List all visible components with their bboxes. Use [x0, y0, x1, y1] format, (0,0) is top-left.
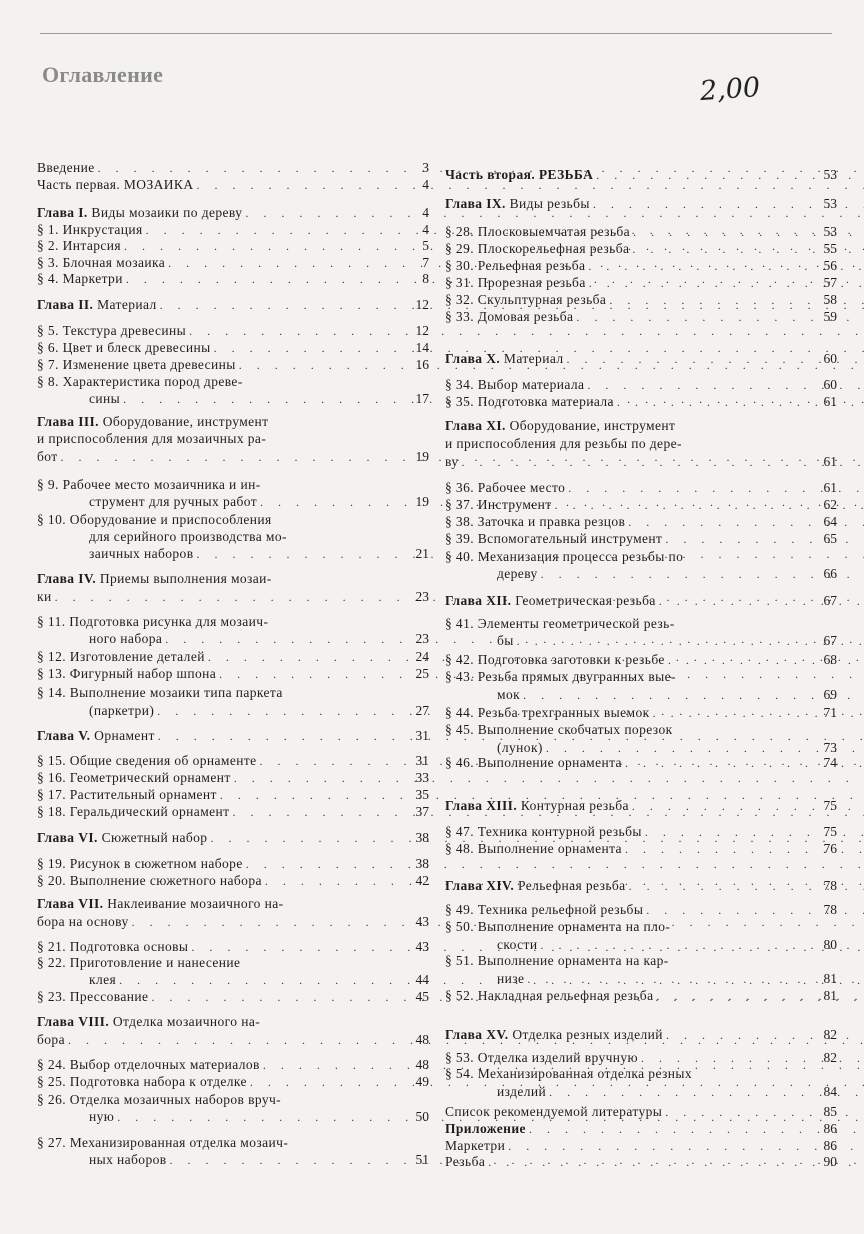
toc-page-number: 55 — [823, 241, 837, 256]
toc-page-number: 71 — [823, 705, 837, 720]
toc-entry-label: Часть первая. МОЗАИКА — [37, 177, 194, 192]
toc-entry — [445, 1084, 837, 1100]
toc-entry-label: § 36. Рабочее место — [445, 480, 566, 495]
toc-entry — [445, 633, 837, 649]
toc-entry — [445, 988, 837, 1004]
toc-entry-label: ки — [37, 589, 52, 604]
toc-page-number: 48 — [415, 1057, 429, 1072]
toc-entry-label: бы — [497, 633, 514, 648]
toc-entry — [445, 841, 837, 857]
toc-entry — [445, 167, 837, 183]
toc-entry — [445, 1121, 837, 1137]
toc-page-number: 60 — [823, 377, 837, 392]
toc-entry-label: § 20. Выполнение сюжетного набора — [37, 873, 262, 888]
toc-chapter-entry — [37, 1014, 429, 1030]
toc-entry — [445, 566, 837, 582]
toc-entry-label: Глава III. Оборудование, инструмент — [37, 414, 269, 429]
toc-entry — [445, 394, 837, 410]
toc-entry-label: § 39. Вспомогательный инструмент — [445, 531, 663, 546]
toc-chapter-entry — [37, 297, 429, 313]
toc-page-number: 56 — [823, 258, 837, 273]
toc-entry — [445, 1050, 837, 1066]
toc-entry — [37, 391, 429, 407]
toc-chapter-entry — [445, 593, 837, 609]
toc-entry — [445, 1104, 837, 1120]
toc-page-number: 80 — [823, 937, 837, 952]
toc-entry — [37, 238, 429, 254]
toc-page-number: 19 — [415, 494, 429, 509]
toc-entry-label: Список рекомендуемой литературы — [445, 1104, 663, 1119]
toc-entry-label: § 15. Общие сведения об орнаменте — [37, 753, 257, 768]
toc-page-number: 48 — [415, 1032, 429, 1047]
toc-entry-label: § 22. Приготовление и нанесение — [37, 955, 241, 970]
toc-entry — [37, 177, 429, 193]
toc-page-number: 49 — [415, 1074, 429, 1089]
toc-chapter-entry — [37, 728, 429, 744]
toc-page-number: 25 — [415, 666, 429, 681]
toc-entry-label: скости — [497, 937, 538, 952]
toc-entry-label: мок — [497, 687, 521, 702]
toc-entry — [37, 955, 429, 971]
toc-entry — [445, 224, 837, 240]
toc-page-number: 65 — [823, 531, 837, 546]
toc-page-number: 24 — [415, 649, 429, 664]
toc-entry — [37, 939, 429, 955]
toc-page-number: 68 — [823, 652, 837, 667]
toc-page-number: 67 — [823, 593, 837, 608]
toc-entry-label: § 49. Техника рельефной резьбы — [445, 902, 644, 917]
toc-entry-label: низе — [497, 971, 525, 986]
toc-entry-label: § 10. Оборудование и приспособления — [37, 512, 272, 527]
dot-leader — [246, 856, 864, 872]
toc-entry-label: § 53. Отделка изделий вручную — [445, 1050, 639, 1065]
top-rule — [40, 33, 832, 34]
toc-entry — [445, 902, 837, 918]
toc-entry-label: § 12. Изготовление деталей — [37, 649, 205, 664]
toc-entry-label: Глава V. Орнамент — [37, 728, 155, 743]
toc-entry — [37, 512, 429, 528]
toc-page-number: 85 — [823, 1104, 837, 1119]
toc-entry — [445, 652, 837, 668]
toc-entry-label: Глава VIII. Отделка мозаичного на- — [37, 1014, 261, 1029]
toc-entry-label: Резьба — [445, 1154, 486, 1169]
toc-page-number: 38 — [415, 830, 429, 845]
toc-page-number: 33 — [415, 770, 429, 785]
toc-page-number: 81 — [823, 988, 837, 1003]
toc-entry-label: § 41. Элементы геометрической резь- — [445, 616, 675, 631]
toc-entry — [37, 494, 429, 510]
toc-entry-label: Маркетри — [445, 1138, 506, 1153]
toc-entry-label: § 46. Выполнение орнамента — [445, 755, 622, 770]
toc-entry-label: § 50. Выполнение орнамента на пло- — [445, 919, 671, 934]
toc-entry-label: § 52. Накладная рельефная резьба — [445, 988, 654, 1003]
toc-page-number: 8 — [422, 271, 429, 286]
toc-entry — [445, 1066, 837, 1082]
toc-entry-label: § 1. Инкрустация — [37, 222, 143, 237]
toc-page-number: 73 — [823, 740, 837, 755]
toc-entry-label: Глава XII. Геометрическая резьба — [445, 593, 656, 608]
toc-entry-label: § 24. Выбор отделочных материалов — [37, 1057, 260, 1072]
toc-chapter-entry — [445, 1027, 837, 1043]
toc-entry-label: § 45. Выполнение скобчатых порезок — [445, 722, 673, 737]
toc-entry-label: § 23. Прессование — [37, 989, 149, 1004]
toc-chapter-entry — [37, 571, 429, 587]
toc-entry-label: дереву — [497, 566, 538, 581]
toc-entry-label: § 5. Текстура древесины — [37, 323, 187, 338]
toc-entry — [37, 477, 429, 493]
toc-entry — [445, 1154, 837, 1170]
toc-page-number: 17 — [415, 391, 429, 406]
toc-entry — [445, 377, 837, 393]
toc-entry-label: § 17. Растительный орнамент — [37, 787, 217, 802]
toc-entry-label: ных наборов — [89, 1152, 167, 1167]
toc-entry-label: Часть вторая. РЕЗЬБА — [445, 167, 594, 182]
toc-page-number: 12 — [415, 297, 429, 312]
toc-entry — [37, 804, 429, 820]
dot-leader — [527, 971, 864, 987]
toc-entry — [37, 1074, 429, 1090]
toc-entry-label: § 32. Скульптурная резьба — [445, 292, 607, 307]
toc-entry — [445, 275, 837, 291]
toc-entry-label: Глава I. Виды мозаики по дереву — [37, 205, 243, 220]
toc-entry — [37, 357, 429, 373]
toc-page-number: 12 — [415, 323, 429, 338]
toc-page-number: 84 — [823, 1084, 837, 1099]
toc-entry-label: Глава IV. Приемы выполнения мозаи- — [37, 571, 272, 586]
toc-chapter-entry — [37, 830, 429, 846]
toc-page-number: 78 — [823, 878, 837, 893]
toc-page-number: 23 — [415, 631, 429, 646]
toc-entry — [445, 755, 837, 771]
toc-entry — [445, 919, 837, 935]
toc-entry — [445, 549, 837, 565]
toc-entry — [37, 449, 429, 465]
dot-leader — [234, 770, 864, 786]
toc-entry-label: § 43. Резьба прямых двугранных вые- — [445, 669, 676, 684]
handwritten-note: 2,00 — [698, 71, 762, 108]
toc-entry-label: Глава XI. Оборудование, инструмент — [445, 418, 676, 433]
toc-page-number: 45 — [415, 989, 429, 1004]
toc-page-number: 7 — [422, 255, 429, 270]
toc-page-number: 86 — [823, 1121, 837, 1136]
toc-entry-label: изделий — [497, 1084, 547, 1099]
toc-entry — [37, 160, 429, 176]
toc-entry-label: § 29. Плоскорельефная резьба — [445, 241, 630, 256]
toc-page-number: 58 — [823, 292, 837, 307]
toc-page-number: 43 — [415, 939, 429, 954]
toc-page-number: 62 — [823, 497, 837, 512]
toc-page-number: 69 — [823, 687, 837, 702]
toc-chapter-entry — [37, 205, 429, 221]
toc-page-number: 90 — [823, 1154, 837, 1169]
toc-entry-label: Глава II. Материал — [37, 297, 157, 312]
toc-entry-label: § 51. Выполнение орнамента на кар- — [445, 953, 669, 968]
toc-entry — [37, 989, 429, 1005]
toc-entry-label: § 28. Плосковыемчатая резьба — [445, 224, 631, 239]
toc-entry — [445, 241, 837, 257]
toc-entry-label: § 27. Механизированная отделка мозаич- — [37, 1135, 289, 1150]
toc-page-number: 31 — [415, 728, 429, 743]
toc-entry — [445, 309, 837, 325]
toc-page-number: 14 — [415, 340, 429, 355]
toc-entry — [445, 258, 837, 274]
dot-leader — [541, 566, 864, 582]
page-title: Оглавление — [42, 62, 164, 87]
toc-entry — [445, 480, 837, 496]
toc-entry-label: бора — [37, 1032, 65, 1047]
toc-page-number: 75 — [823, 824, 837, 839]
dot-leader — [517, 633, 864, 649]
toc-page-number: 64 — [823, 514, 837, 529]
toc-entry — [445, 705, 837, 721]
toc-page-number: 76 — [823, 841, 837, 856]
toc-entry-label: § 3. Блочная мозаика — [37, 255, 166, 270]
toc-entry-label: § 38. Заточка и правка резцов — [445, 514, 626, 529]
toc-entry — [37, 972, 429, 988]
toc-entry — [445, 937, 837, 953]
toc-entry-label: ного набора — [89, 631, 163, 646]
toc-entry-label: бот — [37, 449, 58, 464]
toc-page-number: 35 — [415, 787, 429, 802]
toc-entry-label: § 37. Инструмент — [445, 497, 552, 512]
toc-entry-label: § 25. Подготовка набора к отделке — [37, 1074, 247, 1089]
toc-chapter-entry — [37, 414, 429, 430]
toc-page-number: 21 — [415, 546, 429, 561]
toc-page-number: 5 — [422, 238, 429, 253]
toc-entry-label: § 4. Маркетри — [37, 271, 123, 286]
toc-chapter-entry — [445, 196, 837, 212]
toc-page-number: 61 — [823, 480, 837, 495]
toc-entry-label: Глава XV. Отделка резных изделий — [445, 1027, 663, 1042]
toc-entry — [37, 589, 429, 605]
toc-entry — [445, 454, 837, 470]
toc-entry-label: § 35. Подготовка материала — [445, 394, 614, 409]
toc-page-number: 74 — [823, 755, 837, 770]
toc-entry — [37, 787, 429, 803]
toc-entry — [37, 914, 429, 930]
toc-entry-label: § 14. Выполнение мозаики типа паркета — [37, 685, 283, 700]
toc-page-number: 53 — [823, 196, 837, 211]
toc-entry — [445, 497, 837, 513]
toc-entry-label: § 42. Подготовка заготовки к резьбе — [445, 652, 665, 667]
toc-entry-label: § 44. Резьба трехгранных выемок — [445, 705, 650, 720]
toc-entry-label: § 16. Геометрический орнамент — [37, 770, 231, 785]
toc-entry-label: § 54. Механизированная отделка резных — [445, 1066, 692, 1081]
toc-entry-label: Приложение — [445, 1121, 526, 1136]
dot-leader — [488, 1154, 864, 1170]
toc-entry — [445, 953, 837, 969]
toc-entry — [37, 222, 429, 238]
toc-entry-label: (паркетри) — [89, 703, 155, 718]
toc-entry — [445, 531, 837, 547]
toc-entry-label: § 19. Рисунок в сюжетном наборе — [37, 856, 243, 871]
toc-page-number: 60 — [823, 351, 837, 366]
toc-entry-label: § 26. Отделка мозаичных наборов вруч- — [37, 1092, 282, 1107]
toc-page-number: 53 — [823, 167, 837, 182]
toc-entry-label: (лунок) — [497, 740, 543, 755]
toc-page-number: 67 — [823, 633, 837, 648]
toc-entry-label: § 33. Домовая резьба — [445, 309, 574, 324]
toc-page-number: 44 — [415, 972, 429, 987]
toc-page-number: 43 — [415, 914, 429, 929]
dot-leader — [508, 1138, 864, 1154]
toc-page-number: 23 — [415, 589, 429, 604]
dot-leader — [461, 454, 864, 470]
toc-entry — [37, 1109, 429, 1125]
toc-entry — [445, 292, 837, 308]
toc-page-number: 31 — [415, 753, 429, 768]
toc-entry-label: Глава X. Материал — [445, 351, 564, 366]
toc-entry — [37, 1135, 429, 1151]
toc-entry — [37, 649, 429, 665]
toc-page-number: 4 — [422, 222, 429, 237]
toc-page-number: 42 — [415, 873, 429, 888]
toc-entry-label: § 40. Механизация процесса резьбы по — [445, 549, 684, 564]
dot-leader — [529, 1121, 864, 1137]
toc-page-number: 86 — [823, 1138, 837, 1153]
toc-chapter-entry — [445, 798, 837, 814]
toc-entry-label: клея — [89, 972, 117, 987]
toc-entry-label: § 8. Характеристика пород древе- — [37, 374, 243, 389]
toc-page-number: 4 — [422, 205, 429, 220]
toc-page-number: 61 — [823, 454, 837, 469]
toc-entry-label: Глава VII. Наклеивание мозаичного на- — [37, 896, 284, 911]
dot-leader — [540, 937, 864, 953]
toc-page-number: 51 — [415, 1152, 429, 1167]
toc-entry — [445, 740, 837, 756]
toc-entry — [37, 1152, 429, 1168]
toc-entry-label: струмент для ручных работ — [89, 494, 258, 509]
toc-entry-label: § 48. Выполнение орнамента — [445, 841, 622, 856]
toc-page-number: 59 — [823, 309, 837, 324]
toc-entry — [37, 753, 429, 769]
toc-entry — [37, 271, 429, 287]
toc-page-number: 82 — [823, 1050, 837, 1065]
toc-entry — [37, 1092, 429, 1108]
toc-entry-label: § 30. Рельефная резьба — [445, 258, 586, 273]
toc-entry — [37, 323, 429, 339]
toc-entry — [37, 255, 429, 271]
toc-entry-label: сины — [89, 391, 121, 406]
toc-page-number: 3 — [422, 160, 429, 175]
toc-entry-label: § 34. Выбор материала — [445, 377, 585, 392]
toc-entry-label: и приспособления для мозаичных ра- — [37, 431, 267, 446]
toc-entry — [37, 631, 429, 647]
toc-entry — [37, 614, 429, 630]
toc-entry-label: § 9. Рабочее место мозаичника и ин- — [37, 477, 261, 492]
toc-entry — [445, 616, 837, 632]
toc-entry-label: § 47. Техника контурной резьбы — [445, 824, 642, 839]
toc-page-number: 66 — [823, 566, 837, 581]
toc-page-number: 37 — [415, 804, 429, 819]
toc-entry-label: § 7. Изменение цвета древесины — [37, 357, 236, 372]
toc-entry — [37, 374, 429, 390]
toc-entry-label: § 31. Прорезная резьба — [445, 275, 586, 290]
toc-entry-label: и приспособления для резьбы по дере- — [445, 436, 682, 451]
toc-entry-label: Глава XIII. Контурная резьба — [445, 798, 629, 813]
toc-chapter-entry — [445, 351, 837, 367]
toc-entry — [445, 1138, 837, 1154]
toc-page-number: 81 — [823, 971, 837, 986]
toc-entry-label: § 13. Фигурный набор шпона — [37, 666, 217, 681]
toc-entry — [37, 703, 429, 719]
toc-entry-label: бора на основу — [37, 914, 129, 929]
toc-entry — [445, 669, 837, 685]
toc-entry-label: ву — [445, 454, 459, 469]
toc-entry-label: § 6. Цвет и блеск древесины — [37, 340, 211, 355]
toc-entry-label: § 21. Подготовка основы — [37, 939, 189, 954]
toc-entry-label: ную — [89, 1109, 115, 1124]
toc-entry — [445, 824, 837, 840]
toc-page-number: 16 — [415, 357, 429, 372]
toc-entry — [445, 722, 837, 738]
toc-entry — [445, 971, 837, 987]
toc-entry-label: Введение — [37, 160, 95, 175]
toc-entry — [37, 685, 429, 701]
toc-page-number: 38 — [415, 856, 429, 871]
toc-page-number: 75 — [823, 798, 837, 813]
toc-entry — [37, 529, 429, 545]
toc-entry-label: для серийного производства мо- — [89, 529, 287, 544]
toc-chapter-entry — [445, 418, 837, 434]
toc-entry — [37, 873, 429, 889]
toc-entry — [445, 687, 837, 703]
toc-page-number: 57 — [823, 275, 837, 290]
toc-entry-label: Глава IX. Виды резьбы — [445, 196, 590, 211]
toc-entry — [445, 514, 837, 530]
toc-entry — [37, 1057, 429, 1073]
toc-page-number: 61 — [823, 394, 837, 409]
toc-entry — [37, 1032, 429, 1048]
toc-page-number: 78 — [823, 902, 837, 917]
toc-entry — [37, 546, 429, 562]
toc-entry — [37, 856, 429, 872]
toc-page-number: 50 — [415, 1109, 429, 1124]
toc-entry-label: Глава VI. Сюжетный набор — [37, 830, 208, 845]
toc-page-number: 27 — [415, 703, 429, 718]
toc-chapter-entry — [445, 878, 837, 894]
toc-entry — [445, 436, 837, 452]
toc-entry — [37, 340, 429, 356]
toc-page-number: 82 — [823, 1027, 837, 1042]
toc-page-number: 4 — [422, 177, 429, 192]
dot-leader — [189, 323, 864, 339]
toc-page-number: 53 — [823, 224, 837, 239]
toc-entry — [37, 770, 429, 786]
toc-page-number: 19 — [415, 449, 429, 464]
toc-entry-label: Глава XIV. Рельефная резьба — [445, 878, 626, 893]
toc-entry-label: заичных наборов — [89, 546, 194, 561]
toc-entry-label: § 2. Интарсия — [37, 238, 122, 253]
toc-entry-label: § 11. Подготовка рисунка для мозаич- — [37, 614, 269, 629]
toc-entry — [37, 431, 429, 447]
toc-chapter-entry — [37, 896, 429, 912]
dot-leader — [523, 687, 864, 703]
toc-entry — [37, 666, 429, 682]
toc-entry-label: § 18. Геральдический орнамент — [37, 804, 230, 819]
